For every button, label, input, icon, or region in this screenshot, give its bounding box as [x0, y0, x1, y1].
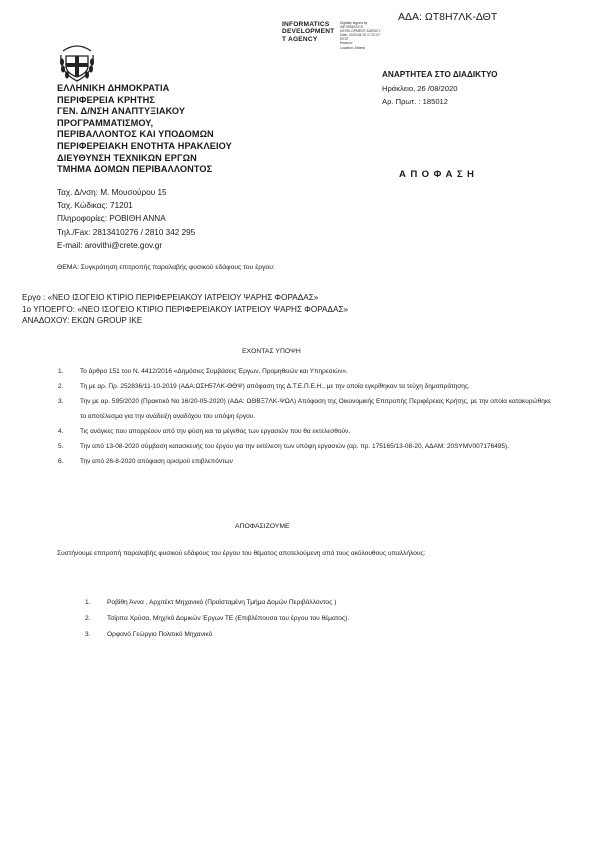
committee-members — [85, 595, 349, 643]
considering-list — [58, 364, 551, 469]
issuing-authority: ΕΛΛΗΝΙΚΗ ΔΗΜΟΚΡΑΤΙΑ ΠΕΡΙΦΕΡΕΙΑ ΚΡΗΤΗΣ ΓΕΝ. Δ/ΝΣΗ ΑΝΑΠΤΥΞΙΑΚΟΥ ΠΡΟΓΡΑΜΜΑΤΙΣΜΟΥ, ΠΕΡΙΒΑΛΛΟΝΤΟΣ ΚΑΙ ΥΠΟΔΟΜΩΝ ΠΕΡΙΦΕΡΕΙΑΚΗ ΕΝΟΤΗΤΑ ΗΡΑΚΛΕΙΟΥ ΔΙΕΥΘΥΝΣΗ ΤΕΧΝΙΚΩΝ ΕΡΓΩΝ ΤΜΗΜΑ ΔΟΜΩΝ ΠΕΡΙΒΑΛΛΟΝΤΟΣ — [57, 83, 232, 175]
project-info — [22, 292, 348, 327]
digital-signature-details: Digitally signed by INFORMATICS DEVELOPMENT AGENCY Date: 2020.08.26 17:37:07 EEST Reason: Location: Athens — [340, 21, 381, 50]
list-item: 1. Ροβίθη Άννα , Αρχιτέκτ Μηχανικό (Προϊσταμένη Τμήμα Δομών Περιβάλλοντος ) — [85, 599, 337, 606]
list-item: 3. Ορφανό Γεώργιο Πολιτικό Μηχανικό — [85, 631, 213, 638]
post-online-notice: ΑΝΑΡΤΗΤΕΑ ΣΤΟ ΔΙΑΔΙΚΤΥΟ — [382, 70, 498, 79]
signature-agency-text: INFORMATICS DEVELOPMENT T AGENCY — [282, 21, 335, 43]
considering-heading: ΕΧΟΝΤΑΣ ΥΠΟΨΗ — [242, 348, 301, 355]
list-item: 2. Τη με αρ. Πρ. 252836/11-10-2019 (ΑΔΑ:ΩΣΗ57ΛΚ-ΘΘΨ) απόφαση της Δ.Τ.Ε.Π.Ε.Η., με την οποία εγκρίθηκαν τα τεύχη δημοπράτησης. — [58, 383, 470, 390]
decide-heading: ΑΠΟΦΑΣΙΖΟΥΜΕ — [235, 523, 290, 530]
decide-intro: Συστήνουμε επιτροπή παραλαβής φυσικού εδάφους του έργου του θέματος αποτελούμενη από τους ακόλουθους υπαλλήλους: — [57, 550, 426, 557]
list-item: 2. Τσίρπα Χρύσα, Μηχ/κό Δομικών Έργων ΤΕ (Επιβλέπουσα του έργου του θέματος). — [85, 615, 350, 622]
list-item: 3. Την με αρ. 595/2020 (Πρακτικό Νο 16/20-05-2020) (ΑΔΑ: ΩΘΒΞ7ΛΚ-ΨΩΛ) Απόφαση της Οικονομικής Επιτροπής Περιφέρειας Κρήτης, με την οποία κατακυρώθηκε το αποτέλεσμα για την ανάδειξη αναδόχου του υπόψη έργου. — [58, 398, 551, 420]
subject-line: ΘΕΜΑ: Συγκρότηση επιτροπής παραλαβής φυσικού εδάφους του έργου: — [57, 264, 275, 271]
list-item: 1. Το άρθρο 151 του Ν. 4412/2016 «Δημόσιες Συμβάσεις Έργων, Προμηθειών και Υπηρεσιών». — [58, 368, 348, 375]
list-item: 6. Την από 26-8-2020 απόφαση ορισμού επιβλεπόντων — [58, 458, 233, 465]
project-work: Εργο : «ΝΕΟ ΙΣΟΓΕΙΟ ΚΤΙΡΙΟ ΠΕΡΙΦΕΡΕΙΑΚΟΥ ΙΑΤΡΕΙΟΥ ΨΑΡΗΣ ΦΟΡΑΔΑΣ» — [22, 293, 319, 302]
list-item: 5. Την από 13-08-2020 σύμβαση κατασκευής του έργου για την εκτέλεση των υπόψη εργασιών (αρ. πρ. 175165/13-08-20, ΑΔΑΜ: 20SYMV007176495). — [58, 443, 510, 450]
greek-emblem-icon — [57, 42, 97, 84]
project-subproject: 1ο ΥΠΟΕΡΓΟ: «ΝΕΟ ΙΣΟΓΕΙΟ ΚΤΙΡΙΟ ΠΕΡΙΦΕΡΕΙΑΚΟΥ ΙΑΤΡΕΙΟΥ ΨΑΡΗΣ ΦΟΡΑΔΑΣ» — [22, 304, 349, 314]
decision-title: ΑΠΟΦΑΣΗ — [399, 169, 479, 180]
project-contractor: ΑΝΑΔΟΧΟΥ: ΕΚΩΝ GROUP ΙΚΕ — [22, 316, 143, 326]
list-item: 4. Τις ανάγκες που απορρέουν από την φύση και τα μέγεθος των εργασιών που θα εκτελεσθούν. — [58, 428, 351, 435]
contact-details: Ταχ. Δ/νση: Μ. Μουσούρου 15 Ταχ. Κώδικας: 71201 Πληροφορίες: ΡΟΒΙΘΗ ΑΝΝΑ Τηλ./Fax: 2813410276 / 2810 342 295 E-mail: arovithi@crete.gov.gr — [57, 188, 196, 250]
place-date-protocol: Ηράκλειο, 26 /08/2020 Αρ. Πρωτ. : 185012 — [382, 84, 458, 106]
ada-code: ΑΔΑ: ΩΤ8Η7ΛΚ-ΔΘΤ — [398, 11, 498, 23]
